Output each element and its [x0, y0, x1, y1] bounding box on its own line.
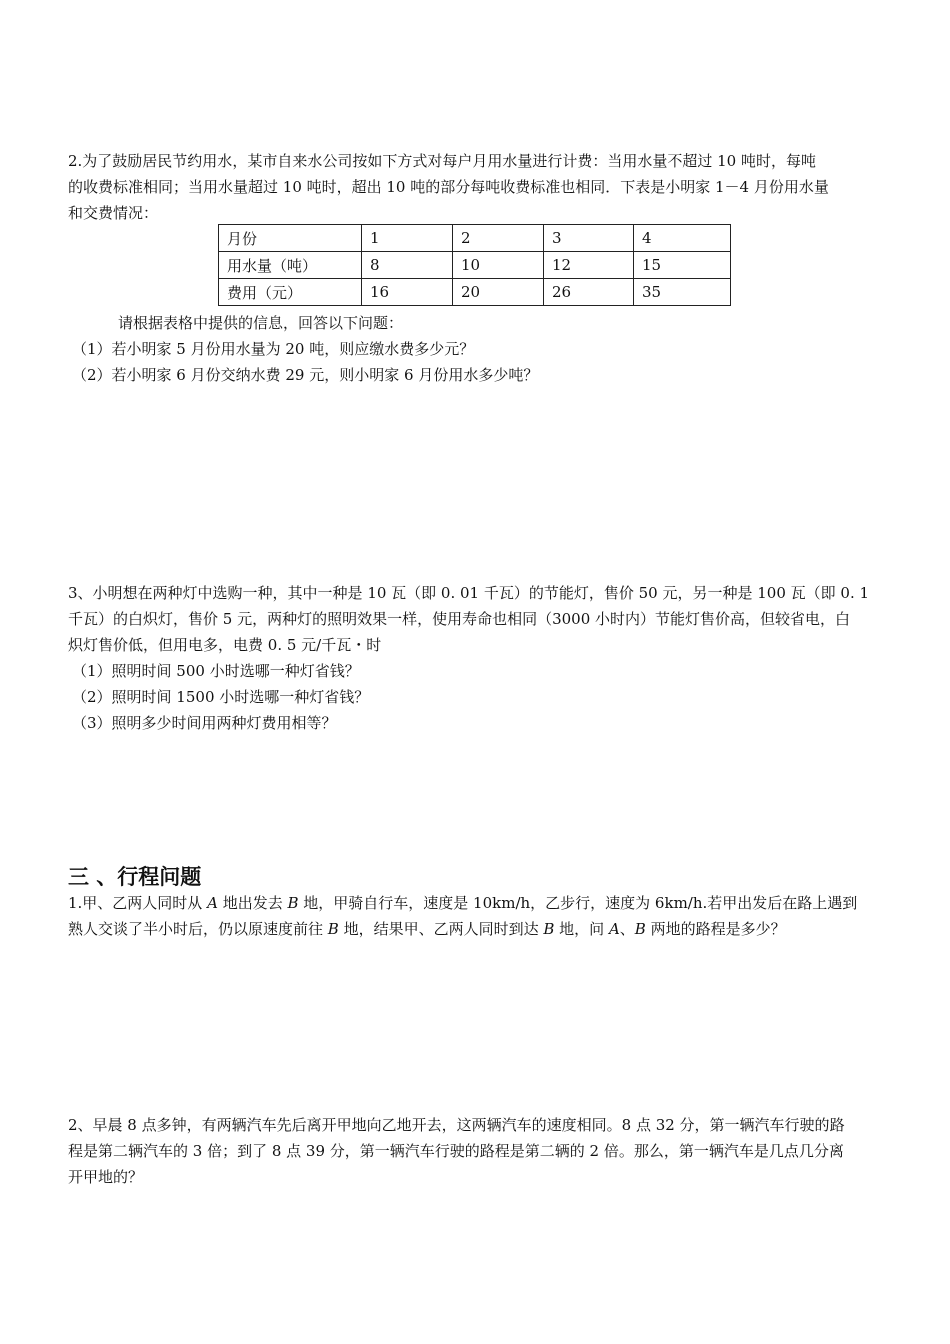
- question-3-sub-1: （1）照明时间 500 小时选哪一种灯省钱？: [72, 662, 360, 680]
- text-span: 地，结果甲、乙两人同时到达: [338, 920, 544, 938]
- water-usage-table: [218, 224, 731, 306]
- question-2-text: [68, 148, 884, 226]
- text-span: 地，甲骑自行车，速度是 10km/h，乙步行，速度为 6km/h.若甲出发后在路上遇到: [298, 894, 858, 912]
- travel-question-2-line: 2、早晨 8 点多钟，有两辆汽车先后离开甲地向乙地开去，这两辆汽车的速度相同。8 点 32 分，第一辆汽车行驶的路: [68, 1116, 845, 1134]
- table-cell: 用水量（吨）: [219, 252, 362, 279]
- table-cell: 费用（元）: [219, 279, 362, 306]
- table-cell: 10: [453, 252, 544, 279]
- text-span: 地出发去: [217, 894, 288, 912]
- table-cell: 1: [362, 225, 453, 252]
- table-cell: 16: [362, 279, 453, 306]
- question-3-line: 炽灯售价低，但用电多，电费 0. 5 元/千瓦・时: [68, 636, 382, 654]
- question-3-line: 3、小明想在两种灯中选购一种，其中一种是 10 瓦（即 0. 01 千瓦）的节能灯，售价 50 元，另一种是 100 瓦（即 0. 1: [68, 584, 870, 602]
- travel-question-2-line: 程是第二辆汽车的 3 倍；到了 8 点 39 分，第一辆汽车行驶的路程是第二辆的 2 倍。那么，第一辆汽车是几点几分离: [68, 1142, 844, 1160]
- travel-question-1-line: [68, 890, 884, 916]
- variable-b: B: [634, 920, 646, 938]
- travel-question-2: [68, 1112, 884, 1190]
- question-2-prompt: 请根据表格中提供的信息，回答以下问题：: [118, 314, 404, 332]
- travel-question-2-line: 开甲地的？: [68, 1168, 144, 1186]
- question-3-line: 千瓦）的白炽灯，售价 5 元，两种灯的照明效果一样，使用寿命也相同（3000 小时内）节能灯售价高，但较省电，白: [68, 610, 851, 628]
- question-2-line: 和交费情况：: [68, 204, 159, 222]
- variable-b: B: [327, 920, 339, 938]
- question-3-sub-3: （3）照明多少时间用两种灯费用相等？: [72, 714, 337, 732]
- question-2-line: 2.为了鼓励居民节约用水，某市自来水公司按如下方式对每户月用水量进行计费：当用水量不超过 10 吨时，每吨: [68, 152, 816, 170]
- text-span: 两地的路程是多少？: [645, 920, 786, 938]
- text-span: 、: [619, 920, 635, 938]
- table-cell: 20: [453, 279, 544, 306]
- variable-b: B: [543, 920, 555, 938]
- variable-a: A: [608, 920, 620, 938]
- text-span: 1.甲、乙两人同时从: [68, 894, 208, 912]
- question-3-text: [68, 580, 884, 658]
- section-heading: 三 、行程问题: [68, 865, 202, 889]
- text-span: 地，问: [554, 920, 609, 938]
- table-row: [219, 279, 731, 306]
- table-cell: 3: [544, 225, 634, 252]
- question-2-sub-2: （2）若小明家 6 月份交纳水费 29 元，则小明家 6 月份用水多少吨？: [72, 366, 539, 384]
- table-cell: 15: [634, 252, 731, 279]
- travel-question-1: [68, 890, 884, 942]
- table-cell: 35: [634, 279, 731, 306]
- table-cell: 2: [453, 225, 544, 252]
- question-2-line: 的收费标准相同；当用水量超过 10 吨时，超出 10 吨的部分每吨收费标准也相同．下表是小明家 1－4 月份用水量: [68, 178, 829, 196]
- text-span: 熟人交谈了半小时后，仍以原速度前往: [68, 920, 328, 938]
- table-row: [219, 225, 731, 252]
- table-cell: 4: [634, 225, 731, 252]
- variable-b: B: [287, 894, 299, 912]
- table-cell: 8: [362, 252, 453, 279]
- variable-a: A: [207, 894, 218, 912]
- table-cell: 月份: [219, 225, 362, 252]
- question-3-sub-2: （2）照明时间 1500 小时选哪一种灯省钱？: [72, 688, 370, 706]
- question-2-sub-1: （1）若小明家 5 月份用水量为 20 吨，则应缴水费多少元？: [72, 340, 475, 358]
- table-row: [219, 252, 731, 279]
- travel-question-1-line: [68, 916, 884, 942]
- table-cell: 12: [544, 252, 634, 279]
- table-cell: 26: [544, 279, 634, 306]
